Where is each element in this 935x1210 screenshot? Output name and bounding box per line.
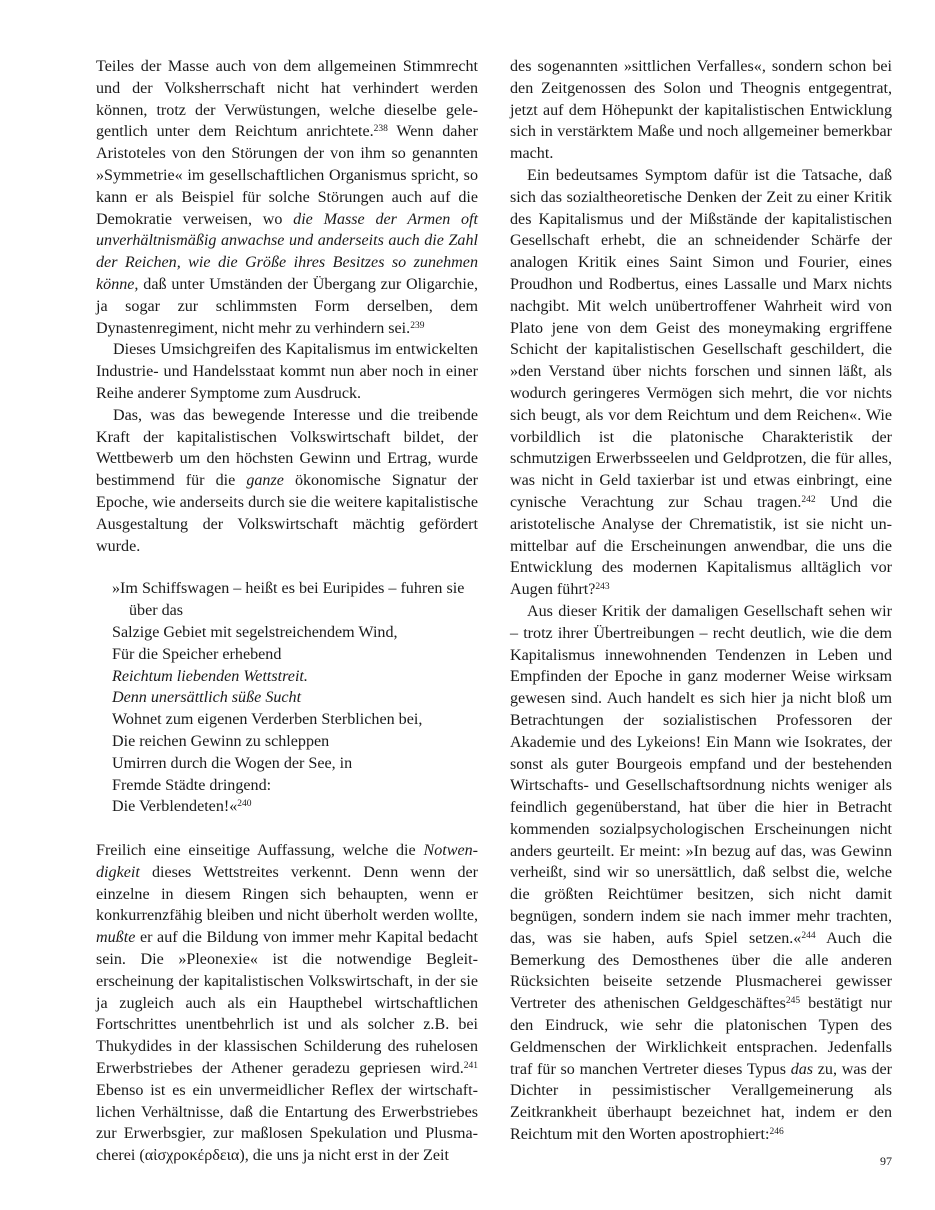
poem-line: Denn unersättlich süße Sucht	[112, 689, 302, 707]
footnote-ref: 238	[373, 124, 388, 135]
left-column	[96, 56, 478, 1167]
poem-line: Umirren durch die Wogen der See, in	[112, 754, 353, 772]
poem-line: über das	[129, 602, 184, 620]
poem-line: Salzige Gebiet mit segelstreichendem Wind,	[112, 623, 398, 641]
poem-line: »Im Schiffswagen – heißt es bei Euripides – fuhren sie	[112, 580, 465, 598]
poem-line: Wohnet zum eigenen Verderben Sterblichen bei,	[112, 711, 423, 729]
poem-line: Die reichen Gewinn zu schleppen	[112, 732, 330, 750]
poem-line: Reichtum liebenden Wettstreit.	[112, 667, 308, 685]
footnote-ref: 243	[595, 582, 610, 593]
footnote-ref: 242	[801, 494, 816, 505]
footnote-ref: 239	[410, 320, 425, 331]
paragraph: des sogenannten »sittlichen Verfalles«, sondern schon bei den Zeitgenossen des Solon und Theognis entgegentrat, jetzt auf dem Höhepunkt der kapitalistischen Entwicklung sich in verstärktem Maße und noch allgemeiner bemerkbar macht.	[510, 58, 892, 163]
right-column	[510, 56, 892, 1146]
paragraph: Freilich eine einseitige Auffassung, welche die Notwendigkeit dieses Wettstreites verkennt. Denn wenn der einzelne in diesem Ringen sich behaupten, wenn er konkurrenzfähig bleiben und nicht überholt werden wollte, mußte er auf die Bildung von immer mehr Kapital bedacht sein. Die »Pleonexie« ist die notwendige Begleiterscheinung der kapitalistischen Volkswirtschaft, in der sie ja zugleich auch als ein Haupthebel wirtschaftlichen Fortschrittes unentbehrlich ist und als solcher z.B. bei Thukydides in der klassischen Schilderung des ruhelosen Erwerbstriebes der Athener geradezu gepriesen wird.$^{241}$ Ebenso ist es ein unvermeidlicher Reflex der wirtschaftlichen Verhältnisse, daß die Entartung des Erwerbstriebes zur Erwerbsgier, zur maßlosen Spekulation und Plusmacherei (αἰσχροκέρδεια), die uns ja nicht erst in der Zeit	[96, 842, 478, 1165]
footnote-ref: 245	[785, 996, 801, 1007]
footnote-ref: 240	[237, 799, 252, 810]
footnote-ref: 241	[463, 1061, 478, 1072]
paragraph: Dieses Umsichgreifen des Kapitalismus im entwickelten Industrie- und Handelsstaat kommt nun aber noch in einer Reihe anderer Symptome zum Ausdruck.	[96, 341, 478, 402]
poem-line: Für die Speicher erhebend	[112, 645, 282, 663]
page-number: 97	[880, 1154, 892, 1168]
paragraph: Aus dieser Kritik der damaligen Gesellschaft sehen wir – trotz ihrer Übertreibungen – recht deutlich, wie die dem Kapitalismus innewohnenden Tendenzen in Leben und Empfinden der Epoche in ganz moderner Weise wirksam gewesen sind. Auch handelt es sich hier ja nicht bloß um Betrachtungen der sozialistischen Professoren der Akademie und des Lykeions! Ein Mann wie Isokrates, der sonst als guter Bourgeois empfand und der bestehenden Wirtschafts- und Gesellschaftsordnung nichts weniger als feindlich gegenüberstand, hat über die hier in Betracht kommenden sozialpsychologischen Erscheinungen nicht anders geurteilt. Er meint: »In bezug auf das, was Gewinn verheißt, sind wir so unersättlich, daß selbst die, welche die größten Reichtümer besitzen, sich nicht damit begnügen, sondern indem sie nach immer mehr trachten, das, was sie haben, aufs Spiel setzen.«$^{244}$ Auch die Bemerkung des Demosthenes über die alle anderen Rücksichten beiseite setzende Plusmacherei gewisser Vertreter des athenischen Geldgeschäftes$^{245}$ bestätigt nur den Eindruck, wie sehr die platonischen Typen des Geldmenschen der Wirklichkeit entsprachen. Jedenfalls traf für so manchen Vertreter dieses Typus das zu, was der Dichter in pessimistischer Verallgemeinerung als Zeitkrankheit überhaupt bezeichnet hat, indem er den Reichtum mit den Worten apostrophiert:$^{246}$	[510, 602, 893, 1144]
footnote-ref: 244	[801, 930, 816, 941]
poem-quote	[112, 578, 478, 818]
footnote-ref: 246	[769, 1127, 784, 1138]
paragraph: Ein bedeutsames Symptom dafür ist die Tatsache, daß sich das sozialtheoretische Denken der Zeit zu einer Kritik des Kapitalismus und der Mißstände der kapitalistischen Gesellschaft erhebt, die an schneidender Schärfe der analogen Kritik eines Saint Simon und Fourier, eines Proudhon und Rodbertus, eines Lassalle und Marx nichts nachgibt. Mit welch unübertroffener Wahrheit wird von Plato jene von dem Geist des moneymaking ergriffene Schicht der kapitalistischen Gesellschaft geschildert, die »den Verstand über nichts forschen und sinnen läßt, als wodurch geringeres Vermögen sich mehrt, die vor nichts sich beugt, als vor dem Reichtum und dem Reichen«. Wie vorbildlich ist die platonische Charakteristik der schmutzigen Erwerbsseelen und Geldprotzen, die für alles, was nicht in Geld taxierbar ist und etwas einbringt, eine cynische Verachtung zur Schau tragen.$^{242}$ Und die aristotelische Analyse der Chrematistik, ist sie nicht unmittelbar auf die Erscheinungen anwendbar, die uns die Entwicklung des modernen Kapitalismus alltäglich vor Augen führt?$^{243}$	[510, 166, 892, 599]
paragraph: Das, was das bewegende Interesse und die treibende Kraft der kapitalistischen Volkswirtschaft bildet, der Wettbewerb um den höchsten Gewinn und Ertrag, wurde bestimmend für die ganze ökonomische Signatur der Epoche, wie anderseits durch sie die weitere kapitalistische Ausgestaltung der Volkswirtschaft mächtig gefördert wurde.	[96, 406, 478, 555]
poem-line: Die Verblendeten!«$^{240}$	[112, 798, 252, 816]
poem-line: Fremde Städte dringend:	[112, 776, 272, 794]
paragraph: Teiles der Masse auch von dem allgemeinen Stimmrecht und der Volksherrschaft nicht hat verhindert werden können, trotz der Verwüstungen, welche dieselbe gelegentlich unter dem Reichtum anrichtete.$^{238}$ Wenn daher Aristoteles von den Störungen der von ihm so genannten »Symmetrie« im gesellschaftlichen Organismus spricht, so kann er als Beispiel für solche Störungen auch auf die Demokratie verweisen, wo die Masse der Armen oft unverhältnismäßig anwachse und anderseits auch die Zahl der Reichen, wie die Größe ihres Besitzes so zunehmen könne, daß unter Umständen der Übergang zur Oligarchie, ja sogar zur schlimmsten Form derselben, dem Dynastenregiment, nicht mehr zu verhindern sei.$^{239}$	[96, 58, 479, 337]
